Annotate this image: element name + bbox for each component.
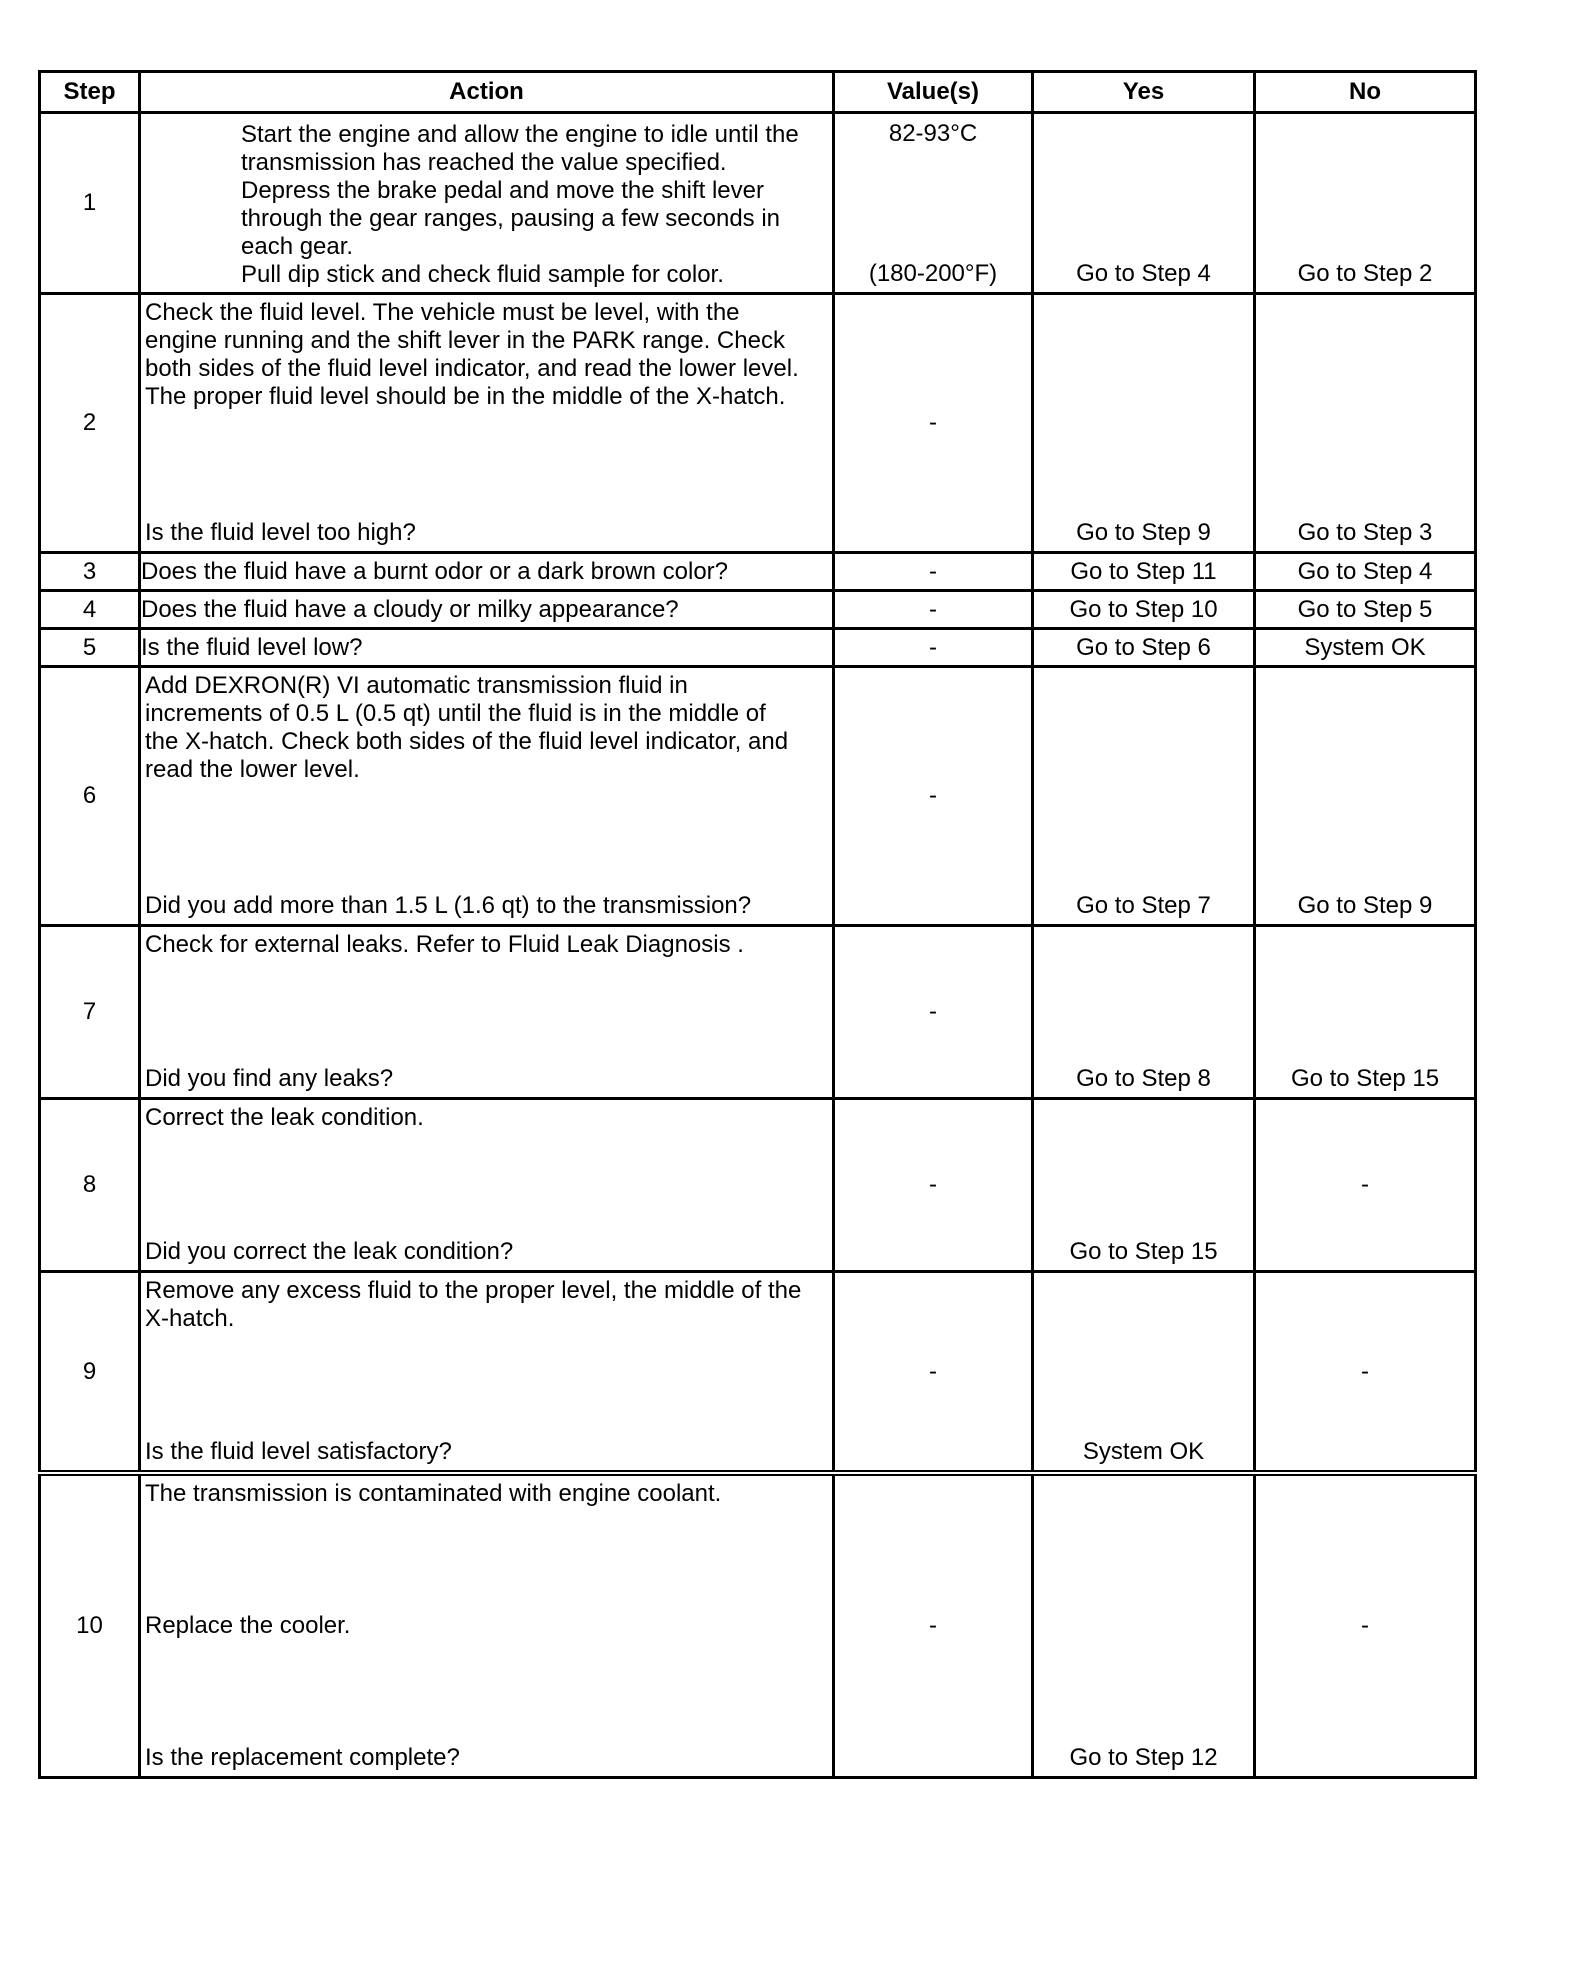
step-number: 1 (40, 113, 140, 294)
action-cell (140, 667, 834, 926)
step-number: 3 (40, 553, 140, 591)
action-line: Correct the leak condition. (145, 1104, 424, 1131)
table-row (40, 591, 1476, 629)
step-number: 9 (40, 1272, 140, 1474)
action-line: increments of 0.5 L (0.5 qt) until the fluid is in the middle of (145, 700, 766, 727)
step-number: 2 (40, 294, 140, 553)
step-number: 8 (40, 1099, 140, 1272)
no-target: - (1255, 1473, 1476, 1778)
yes-target: Go to Step 9 (1076, 519, 1211, 546)
step-number: 7 (40, 926, 140, 1099)
yes-target: Go to Step 10 (1033, 591, 1255, 629)
yes-cell (1033, 113, 1255, 294)
no-target: Go to Step 2 (1297, 260, 1433, 287)
action-cell (140, 926, 834, 1099)
yes-target: Go to Step 7 (1076, 892, 1211, 919)
step-number: 5 (40, 629, 140, 667)
yes-cell (1033, 667, 1255, 926)
table-row (40, 1473, 1476, 1778)
header-no: No (1255, 72, 1476, 113)
action-line: The proper fluid level should be in the middle of the X-hatch. (145, 383, 786, 410)
no-target: - (1255, 1099, 1476, 1272)
header-values: Value(s) (834, 72, 1033, 113)
yes-cell (1033, 1473, 1255, 1778)
action-question: Is the fluid level too high? (145, 519, 416, 546)
action-line: Check for external leaks. Refer to Fluid Leak Diagnosis . (145, 931, 744, 958)
step-number: 4 (40, 591, 140, 629)
action-line: each gear. (241, 233, 354, 260)
action-line: through the gear ranges, pausing a few seconds in (241, 205, 781, 232)
no-target: Go to Step 9 (1297, 892, 1433, 919)
no-cell (1255, 113, 1476, 294)
action-line: The transmission is contaminated with engine coolant. (145, 1480, 722, 1507)
action-line: transmission has reached the value specified. (241, 149, 727, 176)
action-line: Remove any excess fluid to the proper level, the middle of the (145, 1277, 802, 1304)
action-cell (140, 113, 834, 294)
table-row (40, 667, 1476, 926)
no-target: Go to Step 5 (1255, 591, 1476, 629)
action-cell (140, 1099, 834, 1272)
action-middle: Replace the cooler. (145, 1612, 351, 1639)
value-cell: - (834, 294, 1033, 553)
value-cell: - (834, 1099, 1033, 1272)
action-question: Does the fluid have a cloudy or milky appearance? (140, 591, 834, 629)
action-line: engine running and the shift lever in the PARK range. Check (145, 327, 785, 354)
table-row (40, 294, 1476, 553)
no-cell (1255, 667, 1476, 926)
table-row (40, 1272, 1476, 1474)
value-cell: - (834, 591, 1033, 629)
no-target: - (1255, 1272, 1476, 1474)
value-fahrenheit: (180-200°F) (868, 260, 998, 287)
action-question: Is the fluid level low? (140, 629, 834, 667)
step-number: 6 (40, 667, 140, 926)
diagnostic-table (38, 70, 1477, 1779)
action-line: the X-hatch. Check both sides of the fluid level indicator, and (145, 728, 789, 755)
yes-target: Go to Step 15 (1069, 1238, 1218, 1265)
table-row (40, 553, 1476, 591)
value-cell (834, 113, 1033, 294)
action-line: Start the engine and allow the engine to idle until the (241, 121, 799, 148)
action-line: both sides of the fluid level indicator, and read the lower level. (145, 355, 799, 382)
no-target: Go to Step 3 (1297, 519, 1433, 546)
value-cell: - (834, 1272, 1033, 1474)
action-line: read the lower level. (145, 756, 360, 783)
table-row (40, 926, 1476, 1099)
action-line: X-hatch. (145, 1305, 235, 1332)
action-line: Depress the brake pedal and move the shift lever (241, 177, 764, 204)
value-cell: - (834, 926, 1033, 1099)
value-cell: - (834, 553, 1033, 591)
table-row (40, 629, 1476, 667)
action-question: Did you correct the leak condition? (145, 1238, 514, 1265)
yes-target: Go to Step 8 (1076, 1065, 1211, 1092)
yes-cell (1033, 294, 1255, 553)
action-question: Did you add more than 1.5 L (1.6 qt) to the transmission? (145, 892, 752, 919)
step-number: 10 (40, 1473, 140, 1778)
no-cell (1255, 926, 1476, 1099)
header-yes: Yes (1033, 72, 1255, 113)
yes-target: Go to Step 6 (1033, 629, 1255, 667)
yes-cell (1033, 926, 1255, 1099)
action-line: Check the fluid level. The vehicle must be level, with the (145, 299, 740, 326)
action-cell (140, 294, 834, 553)
action-question: Is the replacement complete? (145, 1744, 460, 1771)
value-cell: - (834, 667, 1033, 926)
value-celsius: 82-93°C (888, 120, 978, 147)
table-row (40, 1099, 1476, 1272)
header-step: Step (40, 72, 140, 113)
yes-cell (1033, 1099, 1255, 1272)
yes-target: System OK (1082, 1438, 1205, 1465)
action-cell (140, 1473, 834, 1778)
action-line: Add DEXRON(R) VI automatic transmission fluid in (145, 672, 688, 699)
yes-cell (1033, 1272, 1255, 1474)
value-cell: - (834, 629, 1033, 667)
table-header-row (40, 72, 1476, 113)
yes-target: Go to Step 11 (1033, 553, 1255, 591)
header-action: Action (140, 72, 834, 113)
yes-target: Go to Step 12 (1069, 1744, 1218, 1771)
no-target: Go to Step 15 (1290, 1065, 1440, 1092)
no-target: System OK (1255, 629, 1476, 667)
no-cell (1255, 294, 1476, 553)
action-cell (140, 1272, 834, 1474)
value-cell: - (834, 1473, 1033, 1778)
table-row (40, 113, 1476, 294)
action-line: Pull dip stick and check fluid sample for color. (241, 261, 724, 288)
action-question: Did you find any leaks? (145, 1065, 394, 1092)
action-question: Does the fluid have a burnt odor or a dark brown color? (140, 553, 834, 591)
yes-target: Go to Step 4 (1076, 260, 1211, 287)
no-target: Go to Step 4 (1255, 553, 1476, 591)
action-question: Is the fluid level satisfactory? (145, 1438, 452, 1465)
